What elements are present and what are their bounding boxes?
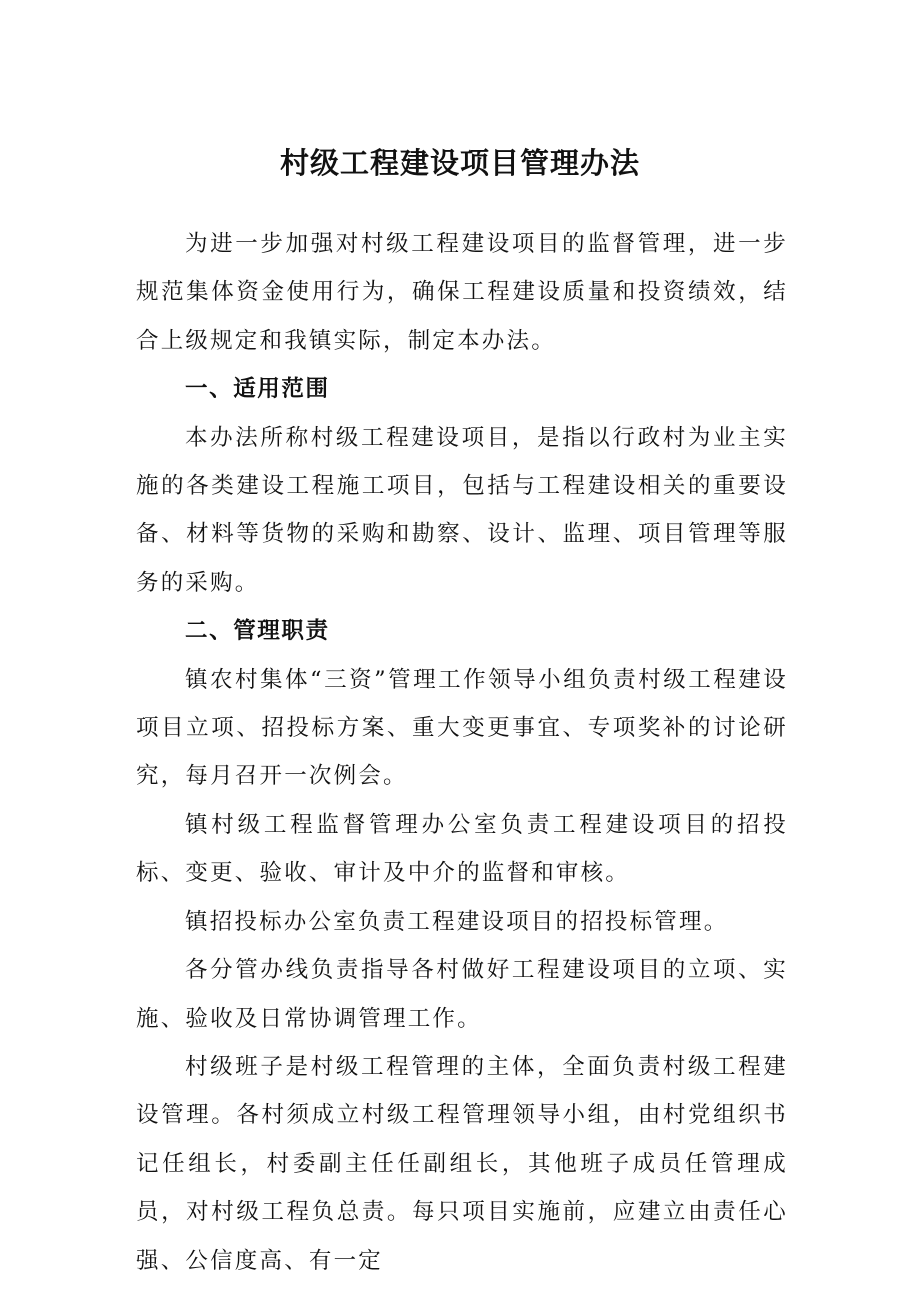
section-heading-duties: 二、管理职责 — [185, 618, 330, 645]
duties-paragraph-departments: 各分管办线负责指导各村做好工程建设项目的立项、实施、验收及日常协调管理工作。 — [136, 957, 788, 1032]
duties-paragraph-village-committee: 村级班子是村级工程管理的主体，全面负责村级工程建设管理。各村须成立村级工程管理领导小组，由村党组织书记任组长，村委副主任任副组长，其他班子成员任管理成员，对村级工程负总责。每只项目实施前，应建立由责任心强、公信度高、有一定 — [136, 1053, 788, 1274]
document-title: 村级工程建设项目管理办法 — [279, 146, 640, 180]
duties-paragraph-supervision-office: 镇村级工程监督管理办公室负责工程建设项目的招投标、变更、验收、审计及中介的监督和审核。 — [136, 811, 788, 887]
duties-paragraph-leading-group: 镇农村集体“三资”管理工作领导小组负责村级工程建设项目立项、招投标方案、重大变更事宜、专项奖补的讨论研究，每月召开一次例会。 — [136, 666, 788, 790]
section-heading-scope: 一、适用范围 — [185, 376, 330, 403]
scope-paragraph: 本办法所称村级工程建设项目，是指以行政村为业主实施的各类建设工程施工项目，包括与工程建设相关的重要设备、材料等货物的采购和勘察、设计、监理、项目管理等服务的采购。 — [136, 424, 788, 596]
intro-paragraph: 为进一步加强对村级工程建设项目的监督管理，进一步规范集体资金使用行为，确保工程建设质量和投资绩效，结合上级规定和我镇实际，制定本办法。 — [136, 231, 788, 354]
document-body — [136, 220, 788, 1285]
duties-paragraph-bidding-office: 镇招投标办公室负责工程建设项目的招投标管理。 — [185, 908, 729, 935]
